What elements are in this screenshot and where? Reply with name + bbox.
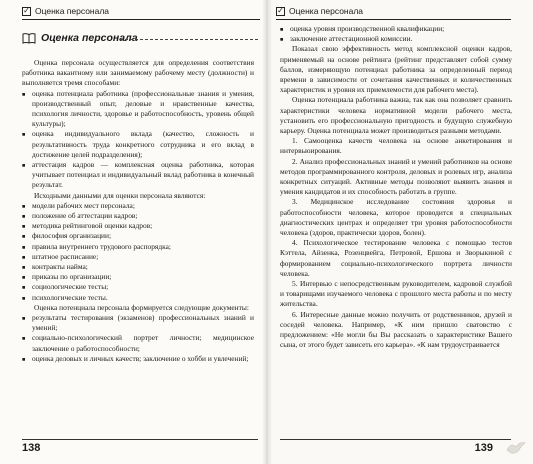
checkbox-icon: ✓	[23, 6, 30, 15]
paragraph: Оценка потенциала работника важна, так как она позволяет сравнить характеристики человека нормативной модели рабочего места, установить его профессиональную пригодность и будущую служебную карьеру. Оценка потенциала может производиться разными методами.	[280, 95, 512, 136]
bullet-item	[22, 262, 254, 272]
header-rule	[22, 19, 260, 20]
bullet-item	[22, 252, 254, 262]
section-divider	[120, 39, 258, 40]
paragraph: 4. Психологическое тестирование человека с помощью тестов Кэттела, Айзенка, Розенцвейга, Петровой, Ершова и Зворыкиной с формированием социально-психологического портрета личности человека.	[280, 238, 512, 278]
running-header	[276, 4, 511, 18]
bullet-icon: ■	[22, 275, 26, 282]
bullet-item	[280, 24, 512, 34]
bullet-icon: ■	[22, 244, 26, 251]
bullet-item	[22, 89, 254, 130]
bullet-text: штатное расписание;	[32, 251, 99, 261]
paragraph: 6. Интересные данные можно получить от родственников, друзей и соседей человека. Например, «К ним пришло сватовство с предложением: «Не могли бы Вы рассказать о характеристике Вашего сына, от этого будет зависеть его карьера». «К нам трудоустраивается	[280, 309, 512, 350]
bullet-icon: ■	[22, 316, 26, 323]
bullet-icon: ■	[22, 91, 26, 98]
paragraph: 2. Анализ профессиональных знаний и умений работников на основе методов программированного контроля, деловых и ролевых игр, анализа конкретных ситуаций. Активные методы позволяют выявить знания и умения кандидатов и их способность работать в группе.	[280, 156, 512, 197]
bullet-text: результаты тестирования (экзаменов) профессиональных знаний и умений;	[32, 313, 254, 333]
page-number: 139	[474, 442, 493, 454]
bullet-item	[22, 354, 254, 364]
header-rule	[276, 19, 511, 20]
paragraph: Исходными данными для оценки персонала являются:	[34, 190, 206, 200]
bullet-text: аттестация кадров — комплексная оценка работника, которая учитывает потенциал и индивидуальный вклад работника в конечный результат.	[32, 160, 254, 190]
bullet-item	[22, 313, 254, 333]
right-body-text	[280, 24, 512, 351]
bullet-item	[22, 129, 254, 160]
bullet-item	[22, 160, 254, 191]
paragraph: 5. Интервью с непосредственным руководителем, кадровой службой и товарищами изучаемого человека с прошлого места работы и по месту жительства.	[280, 279, 512, 309]
book-gutter	[262, 0, 272, 464]
bullet-item	[280, 34, 512, 44]
running-title: Оценка персонала	[289, 6, 364, 16]
bullet-text: оценка деловых и личных качеств; заключение о хобби и увлечений;	[32, 353, 249, 363]
bullet-text: социально-психологический портрет личности; медицинское заключение о работоспособности;	[32, 333, 254, 353]
bullet-item	[22, 242, 254, 252]
bullet-icon: ■	[22, 285, 26, 292]
section-title: Оценка персонала	[41, 32, 138, 44]
bullet-text: философия организации;	[32, 231, 112, 241]
bullet-text: заключение аттестационной комиссии.	[290, 34, 413, 44]
bullet-text: контракты найма;	[32, 262, 88, 272]
bullet-text: модели рабочих мест персонала;	[32, 200, 135, 210]
paragraph: Показал свою эффективность метод комплексной оценки кадров, применяемый на основе рейтинга (рейтинг представляет собой сумму баллов, измеряющую потенциал работника за определенный период времени в зависимости от сочетания качественных и количественных характеристик и уровня их приемлемости для рабочего места).	[280, 44, 512, 95]
bullet-item	[22, 211, 254, 221]
left-page	[0, 0, 266, 464]
paragraph: 3. Медицинское исследование состояния здоровья и работоспособности человека, которое проводится в специальных диагностических центрах и определяет три уровня работоспособности человека (здоров, практически здоров, болен).	[280, 197, 512, 238]
bullet-icon: ■	[22, 265, 26, 272]
bullet-icon: ■	[22, 254, 26, 261]
bullet-item	[22, 221, 254, 231]
left-body-text	[22, 58, 254, 364]
bullet-icon: ■	[22, 203, 26, 210]
bullet-text: правила внутреннего трудового распорядка;	[32, 241, 171, 251]
bullet-item	[22, 272, 254, 282]
bird-watermark-icon	[505, 438, 527, 456]
right-page	[266, 0, 533, 464]
bullet-text: психологические тесты.	[32, 292, 108, 302]
bullet-text: методика рейтинговой оценки кадров;	[32, 221, 153, 231]
bullet-text: оценка потенциала работника (профессиональные знания и умения, производственный опыт, деловые и нравственные качества, психология личности, здоровье и работоспособность, уровень общей культуры);	[32, 88, 254, 129]
bullet-icon: ■	[22, 163, 26, 170]
bullet-text: приказы по организации;	[32, 272, 112, 282]
footer-rule	[22, 439, 258, 440]
bullet-text: социологические тесты;	[32, 282, 109, 292]
bullet-icon: ■	[22, 336, 26, 343]
bullet-text: положение об аттестации кадров;	[32, 211, 138, 221]
bullet-icon: ■	[22, 132, 26, 139]
bullet-icon: ■	[22, 356, 26, 363]
bullet-icon: ■	[22, 295, 26, 302]
section-heading	[22, 32, 138, 44]
page-number: 138	[22, 442, 41, 454]
bullet-text: оценка индивидуального вклада (качество, сложность и результативность труда конкретного сотрудника и его вклад в достижение целей подразделения);	[32, 129, 254, 159]
bullet-item	[22, 333, 254, 353]
running-title: Оценка персонала	[35, 6, 110, 16]
bullet-icon: ■	[280, 37, 284, 44]
bullet-item	[22, 282, 254, 292]
checkbox-icon: ✓	[277, 6, 284, 15]
bullet-item	[22, 201, 254, 211]
paragraph: Оценка потенциала персонала формируется следующие документы:	[34, 302, 249, 312]
bullet-text: оценка уровня производственной квалификации;	[290, 24, 445, 33]
book-icon	[22, 32, 36, 44]
bullet-item	[22, 293, 254, 303]
bullet-icon: ■	[22, 234, 26, 241]
bullet-icon: ■	[280, 27, 284, 33]
footer-rule	[280, 439, 511, 440]
bullet-icon: ■	[22, 224, 26, 231]
paragraph: Оценка персонала осуществляется для определения соответствия работника вакантному или занимаемому рабочему месту (должности) и выполняется тремя способами:	[22, 58, 254, 88]
running-header	[22, 4, 260, 18]
bullet-icon: ■	[22, 214, 26, 221]
paragraph: 1. Самооценка качеств человека на основе анкетирования и интервьюирования.	[280, 136, 512, 156]
bullet-item	[22, 231, 254, 241]
